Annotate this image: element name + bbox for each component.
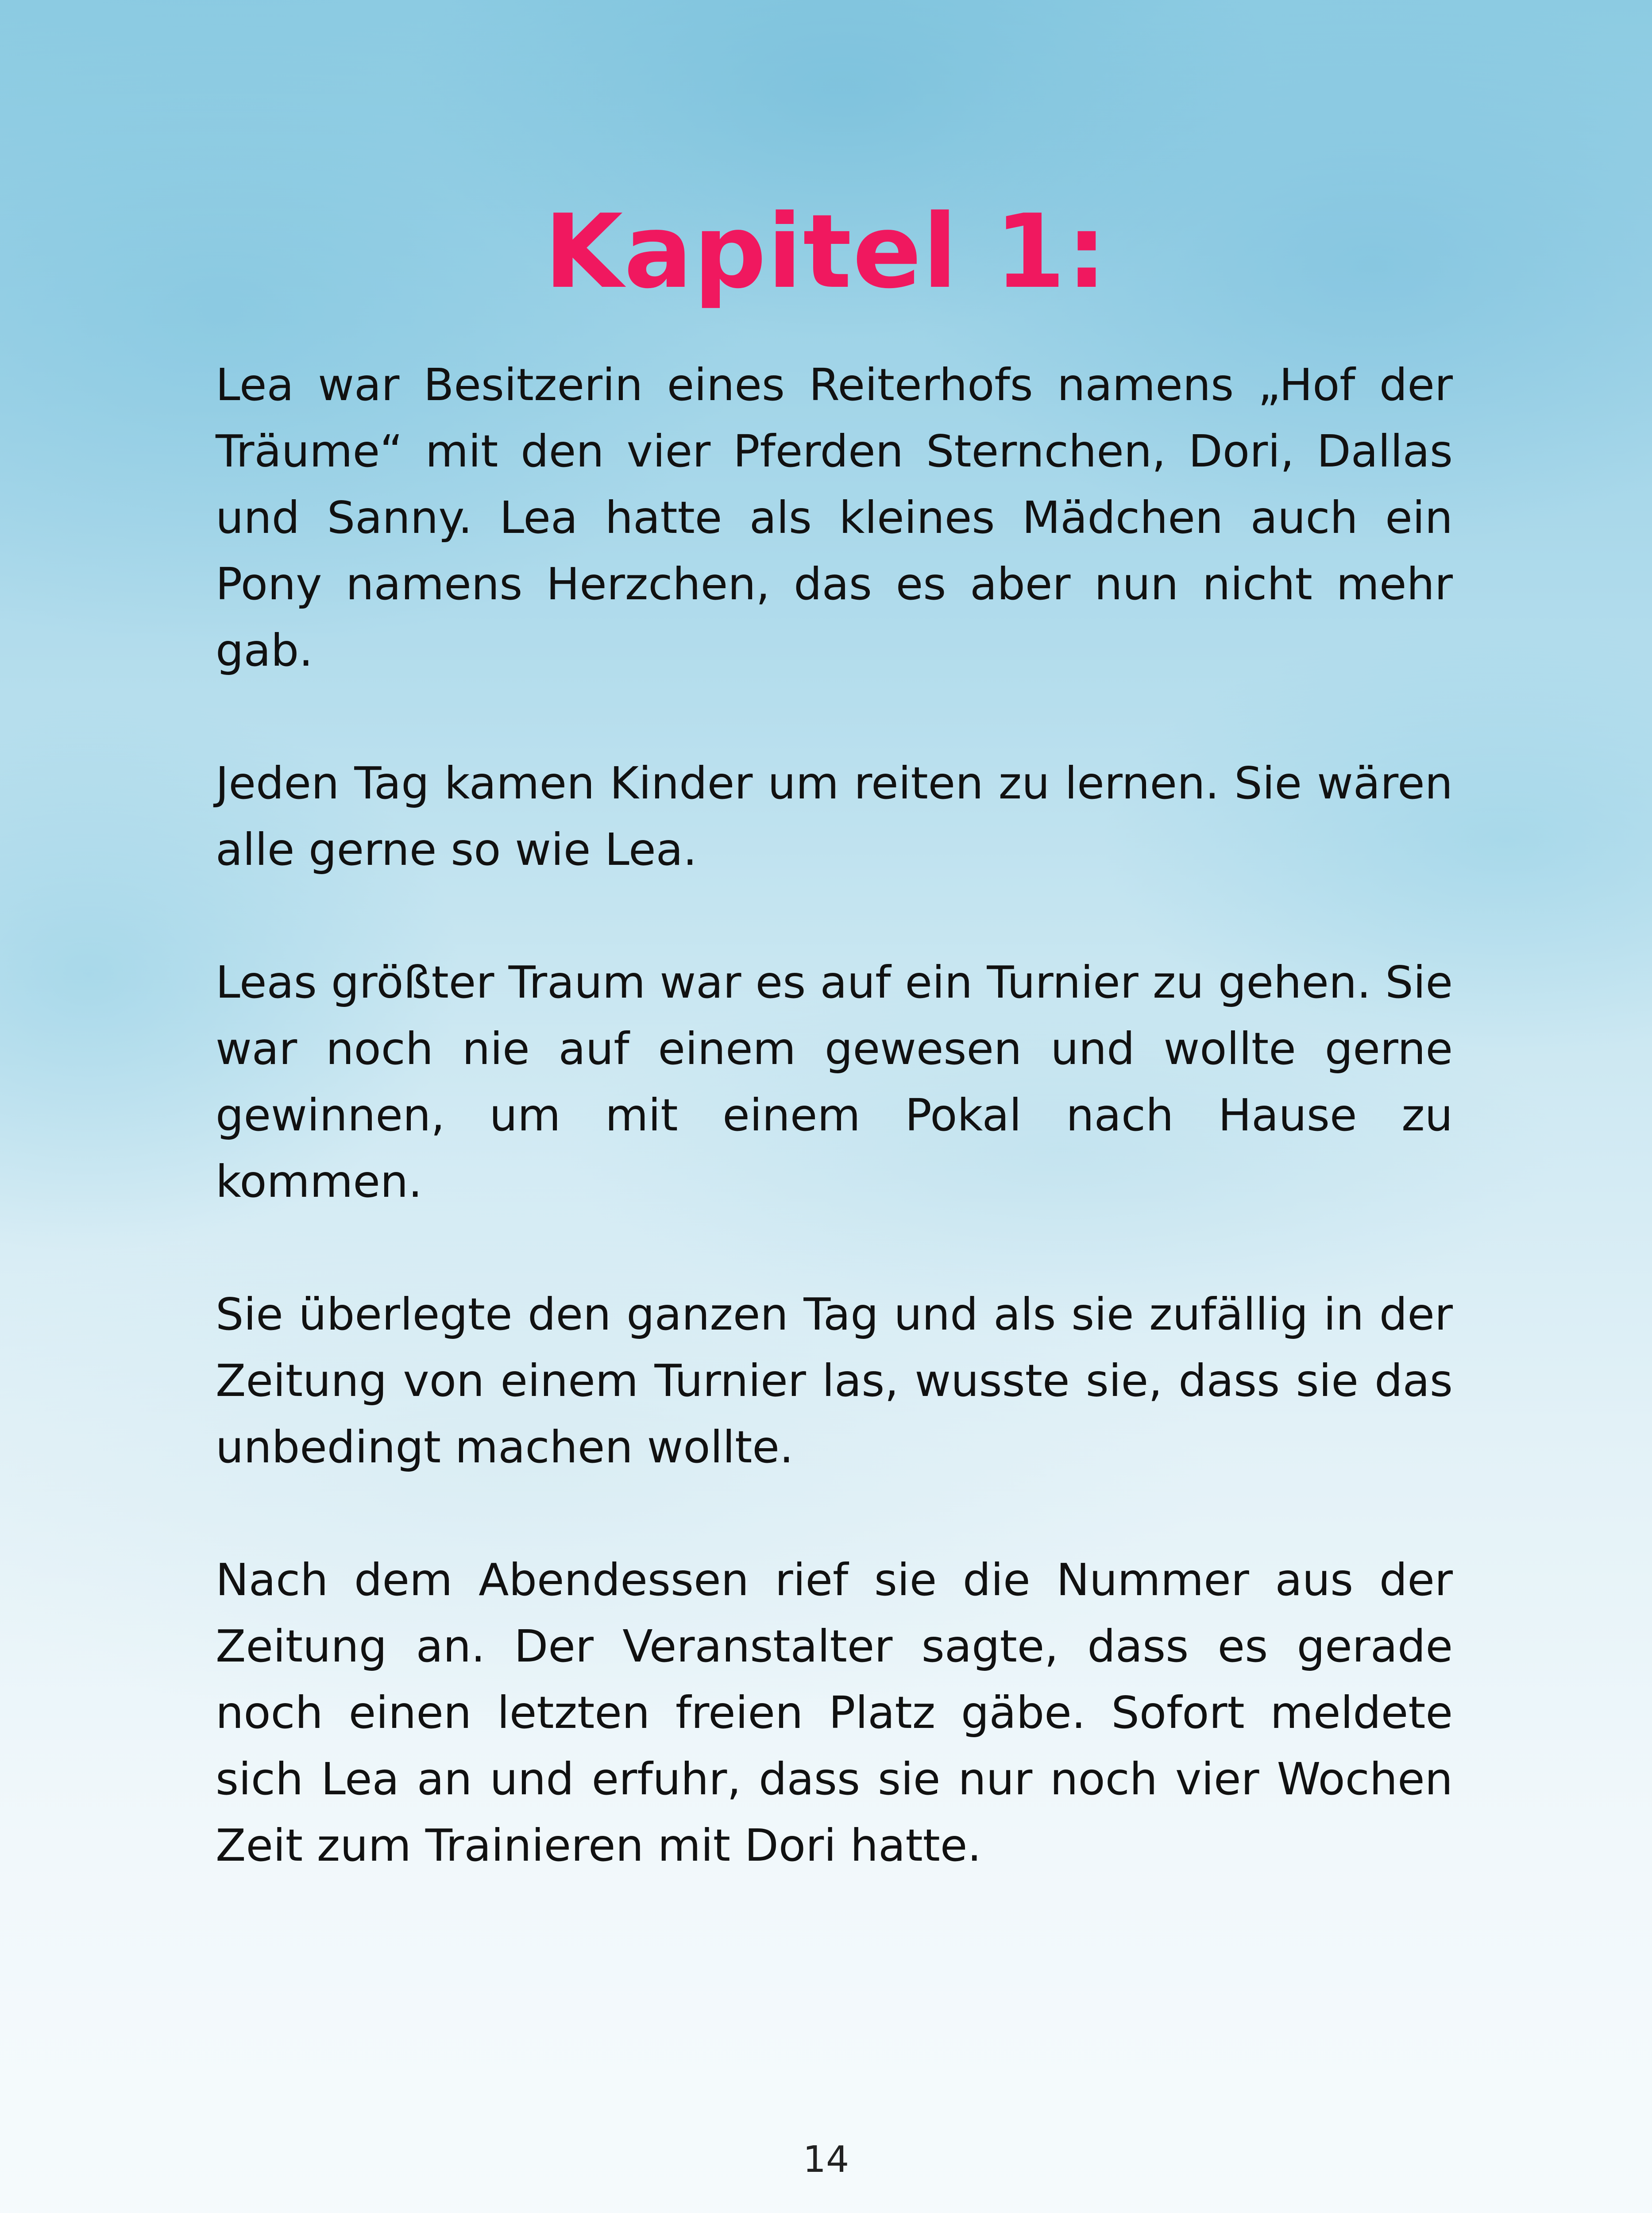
paragraph-3: Leas größter Traum war es auf ein Turnier zu gehen. Sie war noch nie auf einem gewesen und wollte gerne gewinnen, um mit einem Pokal nach Hause zu kommen.: [216, 956, 1453, 1207]
paragraph-5: Nach dem Abendessen rief sie die Nummer aus der Zeitung an. Der Veranstalter sagte, dass es gerade noch einen letzten freien Platz gäbe. Sofort meldete sich Lea an und erfuhr, dass sie nur noch vier Wochen Zeit zum Trainieren mit Dori hatte.: [216, 1554, 1453, 1871]
page-number: 14: [803, 2139, 849, 2181]
chapter-body: [216, 352, 1453, 1945]
paragraph-1: Lea war Besitzerin eines Reiterhofs namens „Hof der Träume“ mit den vier Pferden Sternchen, Dori, Dallas und Sanny. Lea hatte als kleines Mädchen auch ein Pony namens Herzchen, das es aber nun nicht mehr gab.: [216, 359, 1453, 676]
paragraph-4: Sie überlegte den ganzen Tag und als sie zufällig in der Zeitung von einem Turnier las, wusste sie, dass sie das unbedingt machen wollte.: [216, 1288, 1453, 1473]
paragraph-2: Jeden Tag kamen Kinder um reiten zu lernen. Sie wären alle gerne so wie Lea.: [216, 757, 1453, 875]
chapter-title: Kapitel 1:: [544, 193, 1108, 311]
